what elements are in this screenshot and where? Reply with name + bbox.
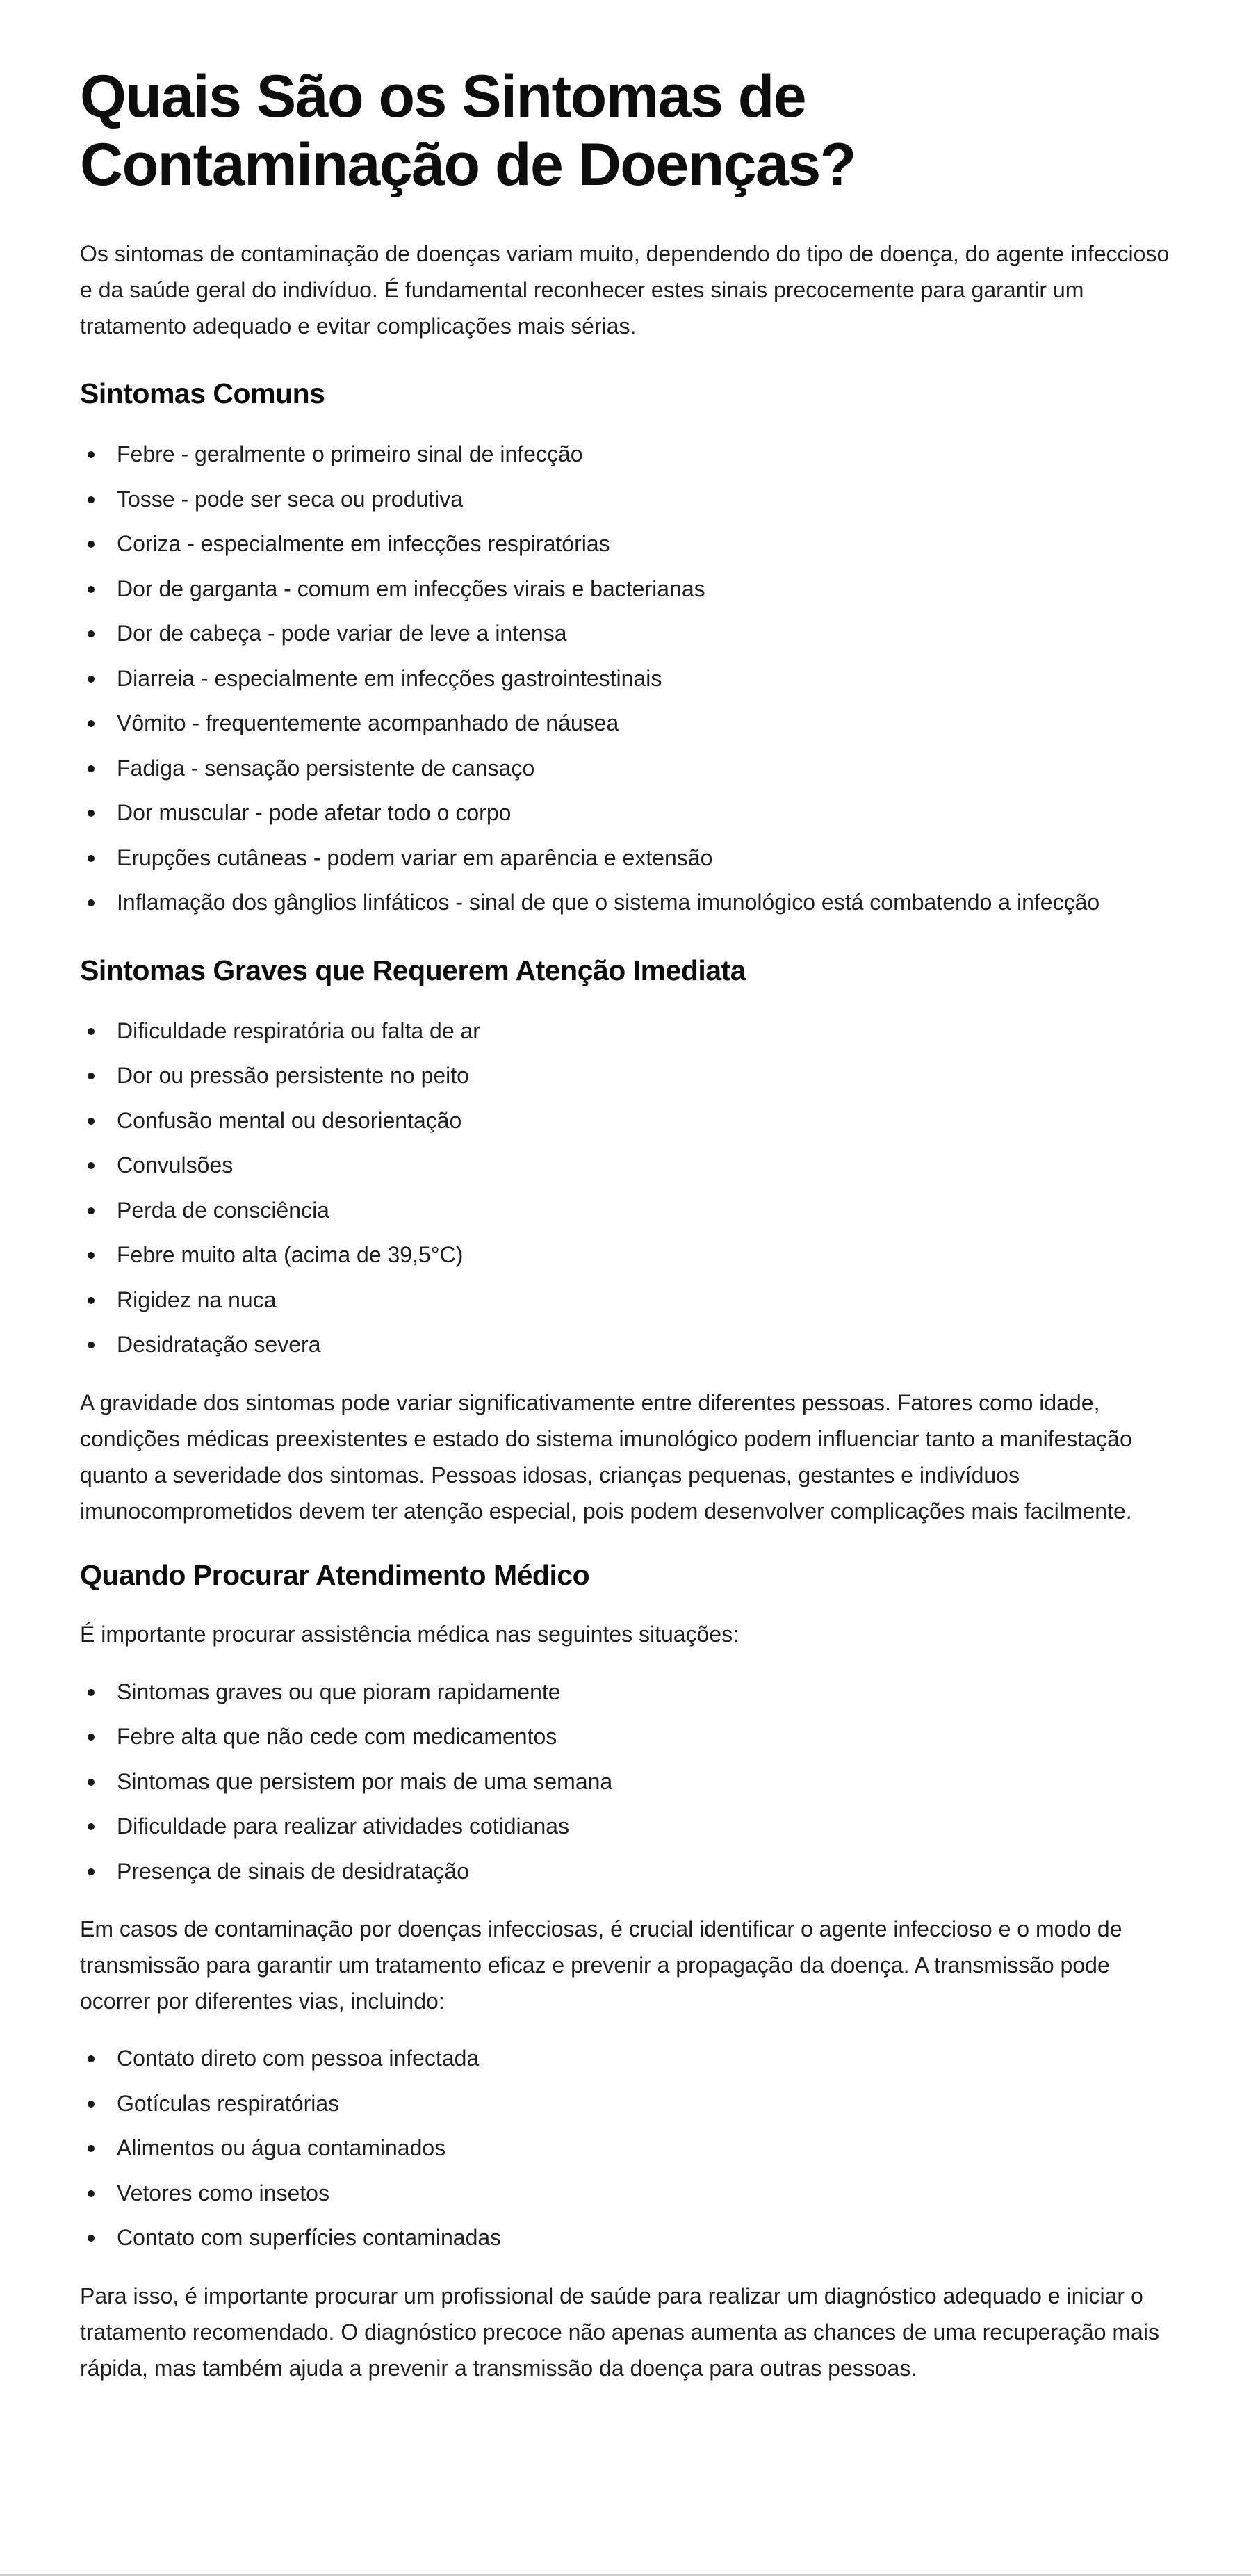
list-item: Febre - geralmente o primeiro sinal de infecção [80,432,1178,477]
intro-paragraph: Os sintomas de contaminação de doenças variam muito, dependendo do tipo de doença, do agente infeccioso e da saúde geral do indivíduo. É fundamental reconhecer estes sinais precocemente para garantir um tratamento adequado e evitar complicações mais sérias. [80,241,1170,339]
list-item: Coriza - especialmente em infecções respiratórias [80,521,1178,566]
list-item: Presença de sinais de desidratação [80,1849,1178,1894]
list-item: Confusão mental ou desorientação [80,1098,1178,1143]
list-item: Perda de consciência [80,1188,1178,1233]
common-symptoms-heading: Sintomas Comuns [80,377,325,409]
list-item: Convulsões [80,1143,1178,1188]
transmission-paragraph: Em casos de contaminação por doenças infecciosas, é crucial identificar o agente infeccioso e o modo de transmissão para garantir um tratamento eficaz e prevenir a propagação da doença. A transmissão pode ocorrer por diferentes vias, incluindo: [80,1916,1122,2014]
list-item: Dificuldade para realizar atividades cotidianas [80,1804,1178,1849]
list-item: Febre alta que não cede com medicamentos [80,1714,1178,1759]
list-item: Dificuldade respiratória ou falta de ar [80,1009,1178,1054]
gravity-paragraph: A gravidade dos sintomas pode variar significativamente entre diferentes pessoas. Fatores como idade, condições médicas preexistentes e estado do sistema imunológico podem influenciar tanto a manifestação quanto a severidade dos sintomas. Pessoas idosas, crianças pequenas, gestantes e indivíduos imunocomprometidos devem ter atenção especial, pois podem desenvolver complicações mais facilmente. [80,1389,1132,1524]
list-item: Sintomas graves ou que pioram rapidamente [80,1670,1178,1715]
list-item: Febre muito alta (acima de 39,5°C) [80,1232,1178,1278]
article [80,0,1178,2386]
list-item: Gotículas respiratórias [80,2081,1178,2126]
list-item: Alimentos ou água contaminados [80,2126,1178,2171]
common-symptoms-list [80,432,1178,925]
list-item: Contato com superfícies contaminadas [80,2215,1178,2260]
list-item: Dor de cabeça - pode variar de leve a intensa [80,611,1178,656]
list-item: Contato direto com pessoa infectada [80,2036,1178,2081]
closing-paragraph: Para isso, é importante procurar um profissional de saúde para realizar um diagnóstico adequado e iniciar o tratamento recomendado. O diagnóstico precoce não apenas aumenta as chances de uma recuperação mais rápida, mas também ajuda a prevenir a transmissão da doença para outras pessoas. [80,2283,1159,2381]
transmission-list [80,2036,1178,2260]
list-item: Dor de garganta - comum em infecções virais e bacterianas [80,566,1178,612]
severe-symptoms-list [80,1009,1178,1367]
severe-symptoms-heading: Sintomas Graves que Requerem Atenção Imediata [80,954,746,986]
page-title: Quais São os Sintomas de Contaminação de Doenças? [80,63,856,198]
list-item: Dor ou pressão persistente no peito [80,1053,1178,1098]
list-item: Diarreia - especialmente em infecções gastrointestinais [80,656,1178,701]
list-item: Inflamação dos gânglios linfáticos - sinal de que o sistema imunológico está combatendo a infecção [80,880,1178,925]
when-to-seek-heading: Quando Procurar Atendimento Médico [80,1558,590,1591]
list-item: Dor muscular - pode afetar todo o corpo [80,790,1178,835]
when-to-seek-list [80,1670,1178,1894]
list-item: Fadiga - sensação persistente de cansaço [80,746,1178,791]
when-to-seek-intro: É importante procurar assistência médica nas seguintes situações: [80,1621,739,1647]
list-item: Vetores como insetos [80,2171,1178,2216]
list-item: Tosse - pode ser seca ou produtiva [80,477,1178,522]
list-item: Rigidez na nuca [80,1278,1178,1323]
list-item: Desidratação severa [80,1322,1178,1367]
list-item: Vômito - frequentemente acompanhado de náusea [80,701,1178,746]
list-item: Erupções cutâneas - podem variar em aparência e extensão [80,835,1178,881]
list-item: Sintomas que persistem por mais de uma semana [80,1759,1178,1804]
